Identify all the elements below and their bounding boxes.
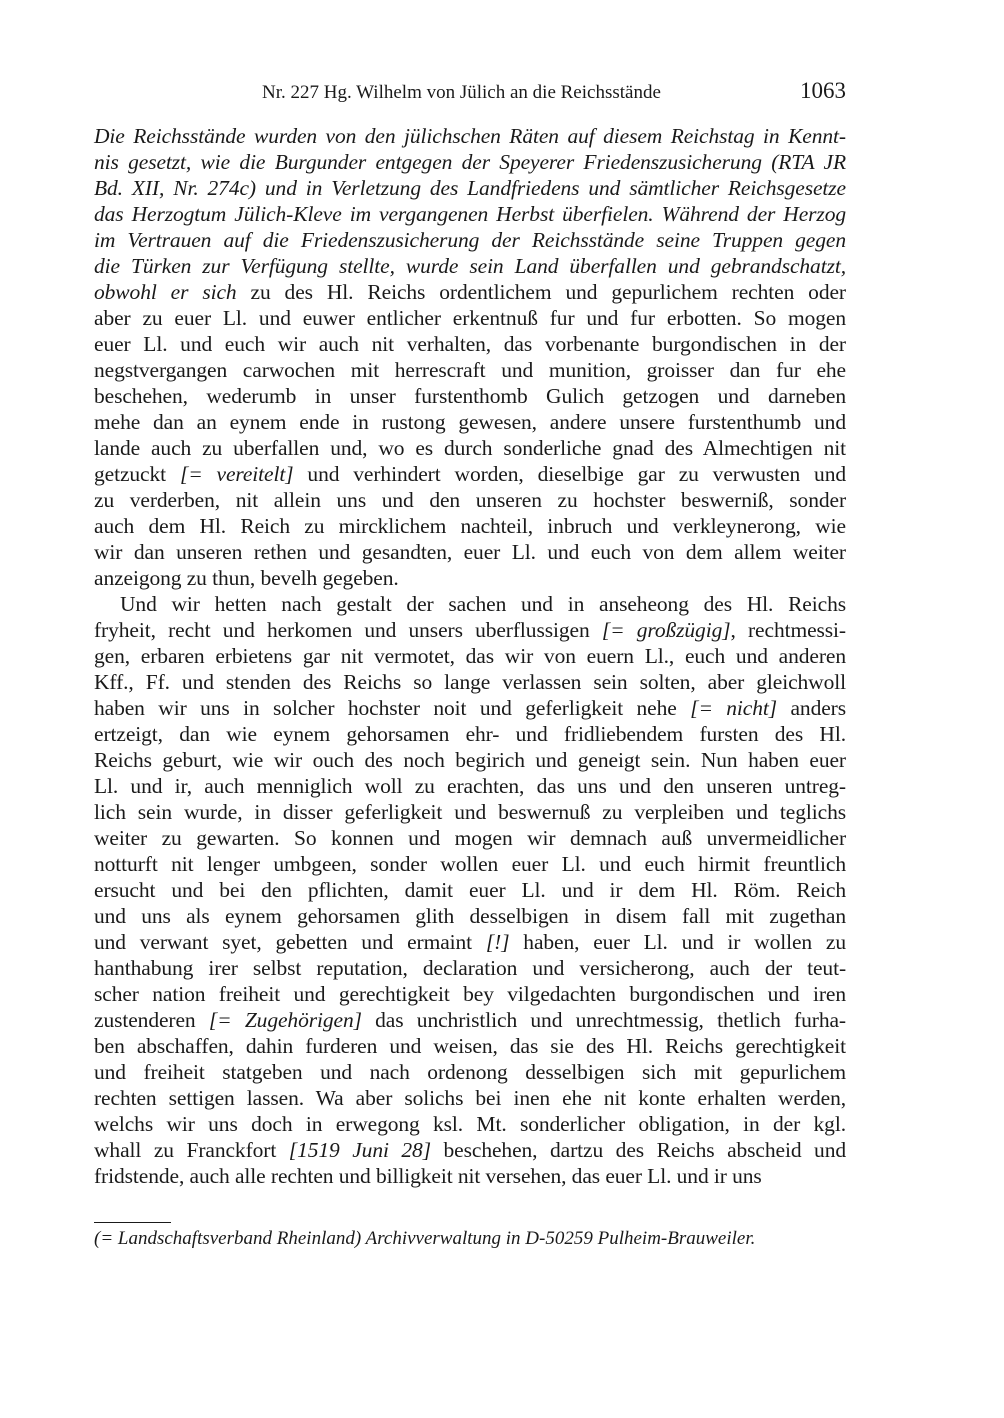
italic-segment: [= großzügig] xyxy=(601,618,731,642)
text-line xyxy=(94,1137,846,1163)
italic-segment: obwohl er sich xyxy=(94,280,237,304)
text-line xyxy=(94,279,846,305)
page-number: 1063 xyxy=(800,78,846,103)
text-segment: und verhindert worden, dieselbige gar zu verwusten und xyxy=(293,462,846,486)
text-line xyxy=(94,643,846,669)
text-segment: gen, erbaren erbietens gar nit vermotet, das wir von euern Ll., euch und anderen xyxy=(94,644,846,668)
text-line xyxy=(94,799,846,825)
text-line xyxy=(94,1007,846,1033)
text-line xyxy=(94,175,846,201)
text-segment: das unchristlich und unrechtmessig, thetlich furha- xyxy=(361,1008,846,1032)
text-segment: fridstende, auch alle rechten und billigkeit nit versehen, das euer Ll. und ir uns xyxy=(94,1164,762,1188)
text-segment: ben abschaffen, dahin furderen und weisen, das sie des Hl. Reichs gerechtigkeit xyxy=(94,1034,846,1058)
text-segment: euer Ll. und euch wir auch nit verhalten, das vorbenante burgondischen in der xyxy=(94,332,846,356)
text-line xyxy=(94,1163,846,1189)
text-segment: fryheit, recht und herkomen und unsers uberflussigen xyxy=(94,618,602,642)
text-line xyxy=(94,929,846,955)
footnote: (= Landschaftsverband Rheinland) Archivverwaltung in D-50259 Pulheim-Brauweiler. xyxy=(94,1228,756,1249)
text-segment: zu des Hl. Reichs ordentlichem und gepurlichem rechten oder xyxy=(236,280,846,304)
text-line xyxy=(94,695,846,721)
text-segment: haben wir uns in solcher hochster noit und geferligkeit nehe xyxy=(94,696,691,720)
italic-segment: [= Zugehörigen] xyxy=(208,1008,362,1032)
text-line xyxy=(94,409,846,435)
italic-segment: [= nicht] xyxy=(690,696,778,720)
text-line xyxy=(94,1111,846,1137)
text-line xyxy=(94,565,846,591)
text-segment: Ll. und ir, auch menniglich woll zu erachten, das uns und den unseren untreg- xyxy=(94,774,846,798)
text-line xyxy=(94,253,846,279)
text-segment: und freiheit statgeben und nach ordenong desselbigen sich mit gepurlichem xyxy=(94,1060,846,1084)
text-segment: anders xyxy=(777,696,846,720)
text-segment: aber zu euer Ll. und euwer entlicher erkentnuß fur und fur erbotten. So mogen xyxy=(94,306,846,330)
italic-segment: [!] xyxy=(485,930,510,954)
text-line xyxy=(94,201,846,227)
text-segment: notturft nit lenger umbgeen, sonder wollen euer Ll. und euch hirmit freuntlich xyxy=(94,852,846,876)
italic-segment: Die Reichsstände wurden von den jülichschen Räten auf diesem Reichstag in Kennt- xyxy=(94,124,846,148)
text-segment: zustenderen xyxy=(94,1008,209,1032)
text-segment: lande auch zu uberfallen und, wo es durch sonderliche gnad des Almechtigen nit xyxy=(94,436,846,460)
italic-segment: [= vereitelt] xyxy=(179,462,294,486)
italic-segment: Bd. XII, Nr. 274c) und in Verletzung des Landfriedens und sämtlicher Reichsgesetze xyxy=(94,176,846,200)
text-segment: lich sein wurde, in disser geferligkeit und beswernuß zu verpleiben und teglichs xyxy=(94,800,846,824)
text-line xyxy=(94,1085,846,1111)
italic-segment: die Türken zur Verfügung stellte, wurde sein Land überfallen und gebrandschatzt, xyxy=(94,254,846,278)
italic-segment: das Herzogtum Jülich-Kleve im vergangenen Herbst überfielen. Während der Herzog xyxy=(94,202,846,226)
text-line xyxy=(94,851,846,877)
text-segment: und uns als eynem gehorsamen glith desselbigen in disem fall mit zugethan xyxy=(94,904,846,928)
text-line xyxy=(94,123,846,149)
text-line xyxy=(94,383,846,409)
text-segment: rechten settigen lassen. Wa aber solichs bei inen ehe nit konte erhalten werden, xyxy=(94,1086,846,1110)
text-line xyxy=(94,955,846,981)
text-line xyxy=(94,305,846,331)
text-line xyxy=(94,617,846,643)
text-segment: whall zu Franckfort xyxy=(94,1138,289,1162)
italic-segment: im Vertrauen auf die Friedenszusicherung der Reichsstände seine Truppen gegen xyxy=(94,228,846,252)
footnote-rule xyxy=(94,1222,171,1223)
text-line xyxy=(94,1033,846,1059)
running-title: Nr. 227 Hg. Wilhelm von Jülich an die Reichsstände xyxy=(262,82,661,103)
text-segment: haben, euer Ll. und ir wollen zu xyxy=(509,930,846,954)
text-segment: wir dan unseren rethen und gesandten, euer Ll. und euch von dem allem weiter xyxy=(94,540,846,564)
text-segment: weiter zu gewarten. So konnen und mogen wir demnach auß unvermeidlicher xyxy=(94,826,846,850)
text-line xyxy=(94,747,846,773)
text-line xyxy=(94,513,846,539)
text-line xyxy=(94,435,846,461)
text-line xyxy=(94,461,846,487)
text-line xyxy=(94,773,846,799)
text-line xyxy=(94,903,846,929)
text-segment: hanthabung irer selbst reputation, declaration und versicherong, auch der teut- xyxy=(94,956,846,980)
text-segment: getzuckt xyxy=(94,462,180,486)
text-segment: mehe dan an eynem ende in rustong gewesen, andere unsere furstenthumb und xyxy=(94,410,846,434)
text-line xyxy=(94,591,846,617)
text-segment: Reichs geburt, wie wir ouch des noch begirich und geneigt sein. Nun haben euer xyxy=(94,748,846,772)
text-line xyxy=(94,539,846,565)
text-segment: Und wir hetten nach gestalt der sachen und in anseheong des Hl. Reichs xyxy=(120,592,846,616)
text-line xyxy=(94,149,846,175)
text-segment: beschehen, dartzu des Reichs abscheid und xyxy=(430,1138,846,1162)
text-segment: und verwant syet, gebetten und ermaint xyxy=(94,930,486,954)
text-line xyxy=(94,357,846,383)
text-segment: beschehen, wederumb in unser furstenthomb Gulich getzogen und darneben xyxy=(94,384,846,408)
body-text xyxy=(94,123,846,1189)
running-header xyxy=(94,78,846,108)
text-segment: ertzeigt, dan wie eynem gehorsamen ehr- und fridliebendem fursten des Hl. xyxy=(94,722,846,746)
text-segment: anzeigong zu thun, bevelh gegeben. xyxy=(94,566,399,590)
italic-segment: [1519 Juni 28] xyxy=(288,1138,431,1162)
text-line xyxy=(94,981,846,1007)
text-line xyxy=(94,331,846,357)
text-segment: negstvergangen carwochen mit herrescraft und munition, groisser dan fur ehe xyxy=(94,358,846,382)
text-segment: zu verderben, nit allein uns und den unseren zu hochster beswerniß, sonder xyxy=(94,488,846,512)
text-line xyxy=(94,487,846,513)
text-segment: , rechtmessi- xyxy=(730,618,846,642)
text-segment: ersucht und bei den pflichten, damit euer Ll. und ir dem Hl. Röm. Reich xyxy=(94,878,846,902)
text-segment: auch dem Hl. Reich zu mircklichem nachteil, inbruch und verkleynerong, wie xyxy=(94,514,846,538)
text-line xyxy=(94,669,846,695)
text-line xyxy=(94,1059,846,1085)
text-segment: welchs wir uns doch in erwegong ksl. Mt. sonderlicher obligation, in der kgl. xyxy=(94,1112,846,1136)
text-segment: scher nation freiheit und gerechtigkeit bey vilgedachten burgondischen und iren xyxy=(94,982,846,1006)
text-line xyxy=(94,825,846,851)
text-line xyxy=(94,721,846,747)
text-segment: Kff., Ff. und stenden des Reichs so lange verlassen sein solten, aber gleichwoll xyxy=(94,670,846,694)
text-line xyxy=(94,877,846,903)
italic-segment: nis gesetzt, wie die Burgunder entgegen der Speyerer Friedenszusicherung (RTA JR xyxy=(94,150,846,174)
text-line xyxy=(94,227,846,253)
